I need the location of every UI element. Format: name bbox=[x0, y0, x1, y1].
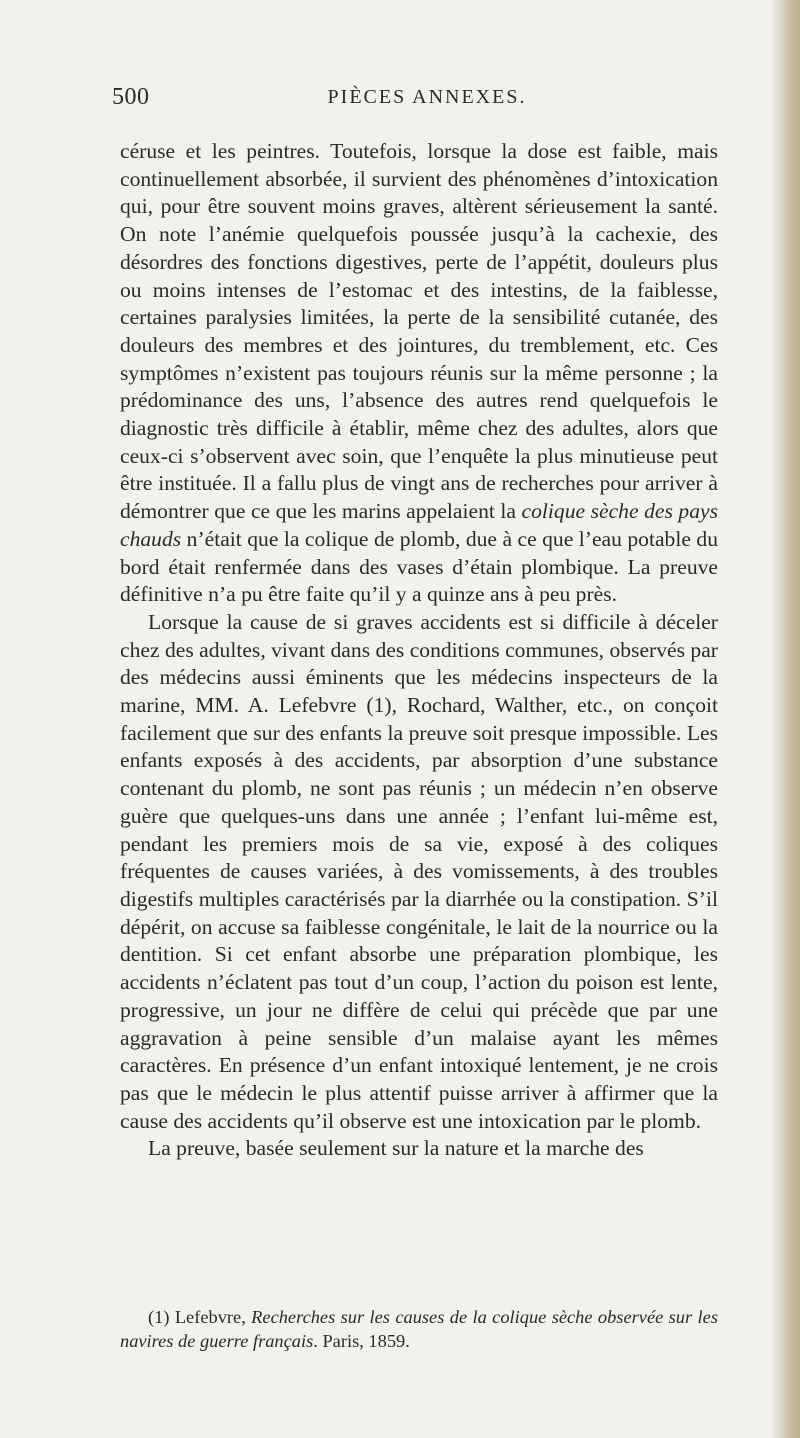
footnote-marker: (1) Lefebvre, bbox=[148, 1307, 252, 1327]
paragraph-1-end: n’était que la colique de plomb, due à ce que l’eau potable du bord était renfermée dans des vases d’étain plombique. La preuve définitive n’a pu être faite qu’il y a quinze ans à peu près. bbox=[120, 526, 718, 607]
footnote-end: . Paris, 1859. bbox=[313, 1331, 410, 1351]
body-text bbox=[120, 138, 718, 1163]
running-head: PIÈCES ANNEXES. bbox=[327, 86, 527, 108]
paragraph-2: Lorsque la cause de si graves accidents est si difficile à déceler chez des adultes, vivant dans des conditions communes, observés par des médecins aussi éminents que les médecins inspecteurs de la marine, MM. A. Lefebvre (1), Rochard, Walther, etc., on conçoit facilement que sur des enfants la preuve soit presque impossible. Les enfants exposés à des accidents, par absorption d’une substance contenant du plomb, ne sont pas réunis ; un médecin n’en observe guère que quelques-uns dans une année ; l’enfant lui-même est, pendant les premiers mois de sa vie, exposé à des coliques fréquentes de causes variées, à des vomissements, à des troubles digestifs multiples caractérisés par la diarrhée ou la constipation. S’il dépérit, on accuse sa faiblesse congénitale, le lait de la nourrice ou la dentition. Si cet enfant absorbe une préparation plombique, les accidents n’éclatent pas tout d’un coup, l’action du poison est lente, progressive, un jour ne diffère de celui qui précède que par une aggravation à peine sensible d’un malaise ayant les mêmes caractères. En présence d’un enfant intoxiqué lentement, je ne crois pas que le médecin le plus attentif puisse arriver à affirmer que la cause des accidents qu’il observe est une intoxication par le plomb. bbox=[120, 609, 718, 1133]
paragraph-1-text: céruse et les peintres. Toutefois, lorsque la dose est faible, mais continuellement absorbée, il survient des phénomènes d’intoxication qui, pour être souvent moins graves, altèrent sérieusement la santé. On note l’anémie quelquefois poussée jusqu’à la cachexie, des désordres des fonctions digestives, perte de l’appétit, douleurs plus ou moins intenses de l’estomac et des intestins, de la faiblesse, certaines paralysies limitées, la perte de la sensibilité cutanée, des douleurs des membres et des jointures, du tremblement, etc. Ces symptômes n’existent pas toujours réunis sur la même personne ; la prédominance des uns, l’absence des autres rend quelquefois le diagnostic très difficile à établir, même chez des adultes, alors que ceux-ci s’observent avec soin, que l’enquête la plus minutieuse peut être instituée. Il a fallu plus de vingt ans de recherches pour arriver à démontrer que ce que les marins appelaient la bbox=[120, 139, 718, 524]
paragraph-1 bbox=[120, 138, 718, 609]
paragraph-3: La preuve, basée seulement sur la nature et la marche des bbox=[148, 1136, 644, 1161]
paragraph-1-italic: colique sèche des pays chauds bbox=[120, 499, 718, 551]
footnote-title: Recherches sur les causes de la colique sèche observée sur les navires de guerre français bbox=[120, 1307, 718, 1351]
footnote bbox=[120, 1305, 718, 1353]
page-edge bbox=[772, 0, 800, 1438]
page-number: 500 bbox=[112, 84, 150, 110]
page-header bbox=[112, 84, 722, 114]
footnote-text bbox=[120, 1305, 718, 1353]
